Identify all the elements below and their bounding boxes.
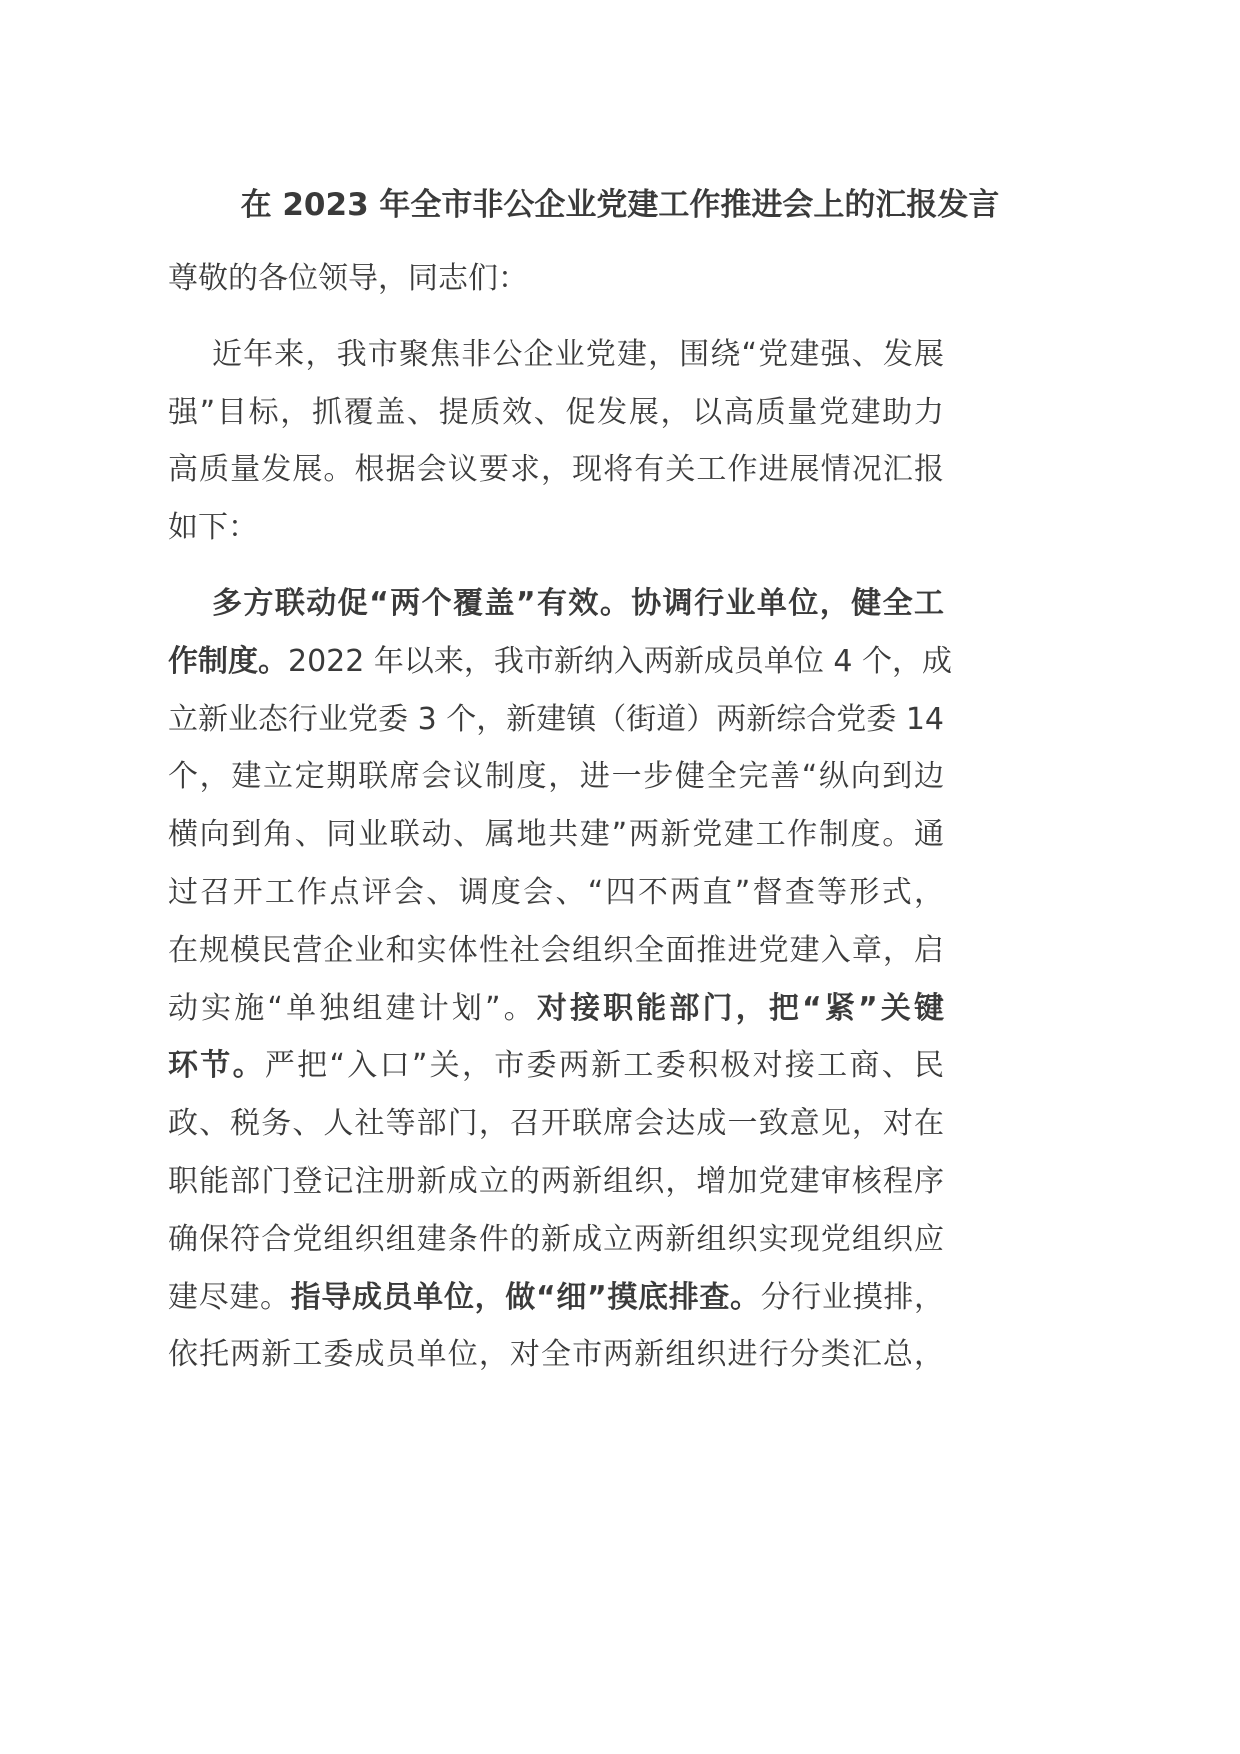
body-text: 动实施“单独组建计划”。 xyxy=(168,990,537,1026)
bold-heading-text: 对接职能部门，把“紧”关键 xyxy=(536,990,944,1026)
bold-heading-text: 环节。 xyxy=(168,1048,265,1084)
text-line xyxy=(168,1269,944,1327)
body-text: 在规模民营企业和实体性社会组织全面推进党建入章，启 xyxy=(168,932,944,968)
body-text: 尊敬的各位领导，同志们： xyxy=(168,261,528,296)
text-line xyxy=(168,864,944,922)
text-line xyxy=(168,1095,944,1153)
text-line xyxy=(168,633,953,691)
text-line xyxy=(168,806,944,864)
text-line xyxy=(168,250,944,308)
body-text: 政、税务、人社等部门，召开联席会达成一致意见，对在 xyxy=(168,1106,944,1142)
salutation xyxy=(168,250,944,308)
text-line xyxy=(168,1153,944,1211)
text-line xyxy=(168,922,944,980)
text-line xyxy=(168,980,944,1038)
body-text: 严把“入口”关，市委两新工委积极对接工商、民 xyxy=(264,1048,945,1084)
body-text: 2022 年以来，我市新纳入两新成员单位 4 个，成 xyxy=(288,643,953,679)
document-body xyxy=(168,250,953,1384)
text-line xyxy=(168,691,944,749)
text-line xyxy=(168,499,944,557)
paragraph-gap xyxy=(168,557,944,575)
body-text: 过召开工作点评会、调度会、“四不两直”督查等形式， xyxy=(168,874,944,910)
body-text: 依托两新工委成员单位，对全市两新组织进行分类汇总， xyxy=(168,1337,944,1373)
bold-heading-text: 指导成员单位，做“细”摸底排查。 xyxy=(290,1279,761,1315)
body-text: 分行业摸排， xyxy=(760,1279,945,1315)
document-title: 在 2023 年全市非公企业党建工作推进会上的汇报发言 xyxy=(240,187,1000,223)
text-line xyxy=(168,1211,944,1269)
text-line xyxy=(168,326,944,384)
text-line xyxy=(168,748,944,806)
body-text: 建尽建。 xyxy=(168,1279,291,1315)
text-line xyxy=(168,384,944,442)
body-text: 横向到角、同业联动、属地共建”两新党建工作制度。通 xyxy=(168,817,944,853)
body-text: 职能部门登记注册新成立的两新组织，增加党建审核程序 xyxy=(168,1163,944,1199)
body-text: 强”目标，抓覆盖、提质效、促发展，以高质量党建助力 xyxy=(168,394,944,430)
text-line xyxy=(168,441,944,499)
body-text: 近年来，我市聚焦非公企业党建，围绕“党建强、发展 xyxy=(212,336,944,372)
body-text: 高质量发展。根据会议要求，现将有关工作进展情况汇报 xyxy=(168,452,944,488)
body-text: 如下： xyxy=(168,510,258,546)
body-text: 个，建立定期联席会议制度，进一步健全完善“纵向到边 xyxy=(168,759,944,795)
paragraph-gap xyxy=(168,308,944,326)
text-line xyxy=(168,1326,944,1384)
bold-heading-text: 作制度。 xyxy=(168,643,288,679)
paragraph xyxy=(168,326,944,557)
text-line xyxy=(168,575,944,633)
body-text: 立新业态行业党委 3 个，新建镇（街道）两新综合党委 14 xyxy=(168,701,944,737)
paragraph xyxy=(168,575,953,1384)
body-text: 确保符合党组织组建条件的新成立两新组织实现党组织应 xyxy=(168,1221,944,1257)
text-line xyxy=(168,1037,944,1095)
bold-heading-text: 多方联动促“两个覆盖”有效。协调行业单位，健全工 xyxy=(212,585,944,621)
